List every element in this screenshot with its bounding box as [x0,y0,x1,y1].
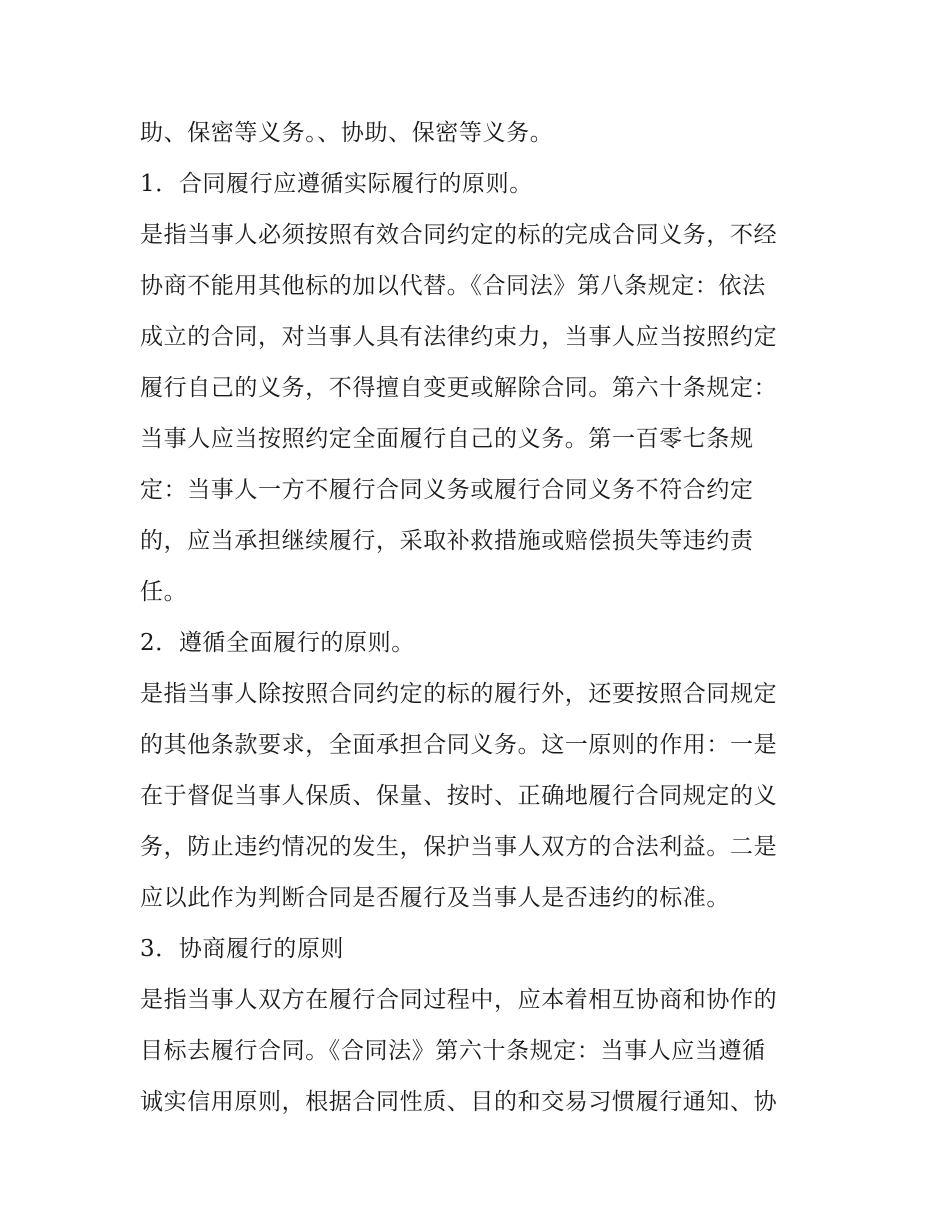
section-heading-3: 3．协商履行的原则 [140,936,345,962]
text-line: 应以此作为判断合同是否履行及当事人是否违约的标准。 [140,885,730,911]
text-line: 当事人应当按照约定全面履行自己的义务。第一百零七条规 [140,426,754,452]
text-line: 是指当事人必须按照有效合同约定的标的完成合同义务，不经 [140,222,778,248]
section-heading-1: 1．合同履行应遵循实际履行的原则。 [140,171,533,197]
text-line: 诚实信用原则，根据合同性质、目的和交易习惯履行通知、协 [140,1089,778,1115]
text-line: 务，防止违约情况的发生，保护当事人双方的合法利益。二是 [140,834,778,860]
text-line: 协商不能用其他标的加以代替。《合同法》第八条规定：依法 [140,273,766,299]
text-line: 履行自己的义务，不得擅自变更或解除合同。第六十条规定： [140,375,778,401]
text-line: 是指当事人除按照合同约定的标的履行外，还要按照合同规定 [140,681,778,707]
text-line: 任。 [140,579,188,605]
text-line: 在于督促当事人保质、保量、按时、正确地履行合同规定的义 [140,783,778,809]
text-line: 的，应当承担继续履行，采取补救措施或赔偿损失等违约责 [140,528,754,554]
text-line: 目标去履行合同。《合同法》第六十条规定：当事人应当遵循 [140,1038,766,1064]
section-heading-2: 2．遵循全面履行的原则。 [140,630,415,656]
text-line: 的其他条款要求，全面承担合同义务。这一原则的作用：一是 [140,732,778,758]
document-body [140,108,820,1128]
text-line: 成立的合同，对当事人具有法律约束力，当事人应当按照约定 [140,324,778,350]
text-line: 是指当事人双方在履行合同过程中，应本着相互协商和协作的 [140,987,778,1013]
text-line: 定：当事人一方不履行合同义务或履行合同义务不符合约定 [140,477,754,503]
text-line: 助、保密等义务。、协助、保密等义务。 [140,120,554,146]
